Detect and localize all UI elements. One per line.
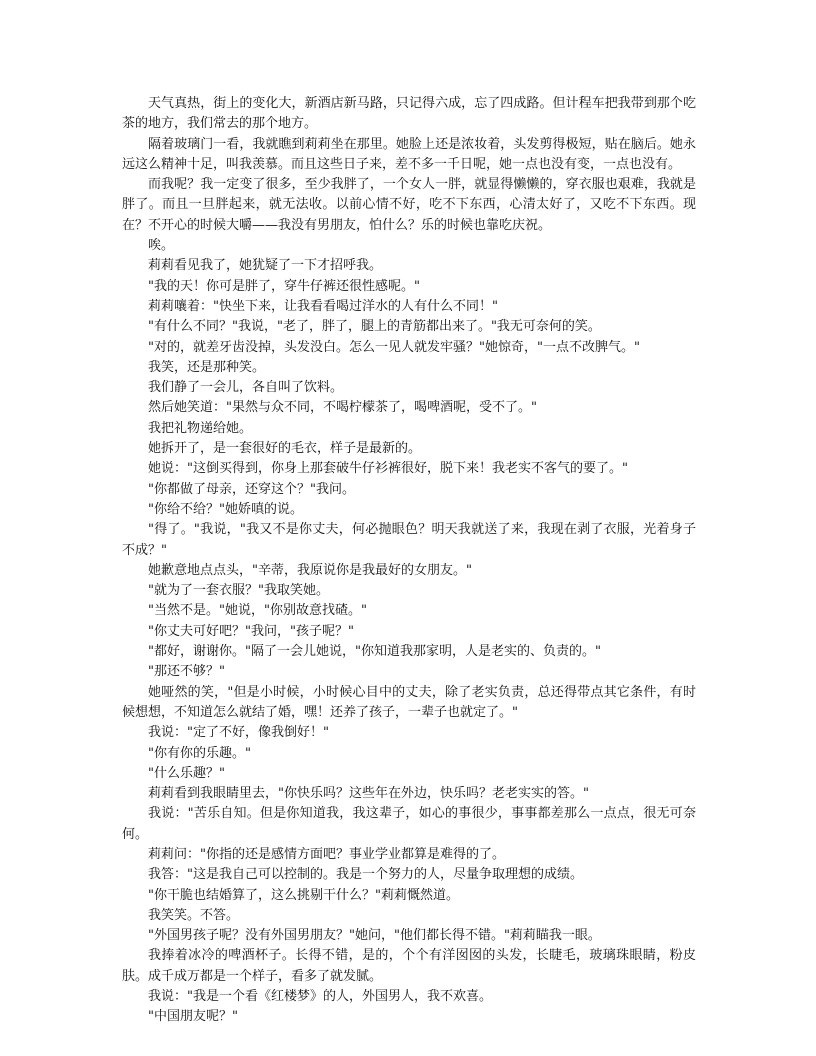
paragraph: "中国朋友呢？" bbox=[148, 1009, 238, 1025]
paragraph: 莉莉嚷着："快坐下来，让我看看喝过洋水的人有什么不同！" bbox=[148, 298, 498, 314]
paragraph: 她哑然的笑，"但是小时候，小时候心目中的丈夫，除了老实负责，总还得带点其它条件，有时候想想，不知道怎么就结了婚，嘿！还养了孩子，一辈子也就定了。" bbox=[122, 684, 696, 720]
paragraph: 天气真热，街上的变化大，新酒店新马路，只记得六成，忘了四成路。但计程车把我带到那个吃茶的地方，我们常去的那个地方。 bbox=[122, 96, 696, 132]
paragraph: "我的天！你可是胖了，穿牛仔裤还很性感呢。" bbox=[148, 278, 420, 294]
paragraph: "都好，谢谢你。"隔了一会儿她说，"你知道我那家明，人是老实的、负责的。" bbox=[148, 644, 601, 660]
paragraph: 她歉意地点点头，"辛蒂，我原说你是我最好的女朋友。" bbox=[148, 562, 472, 578]
paragraph: 我说："定了不好，像我倒好！" bbox=[148, 725, 329, 741]
paragraph: "你都做了母亲，还穿这个？"我问。 bbox=[148, 481, 355, 497]
paragraph: "什么乐趣？" bbox=[148, 765, 225, 781]
paragraph: 我笑，还是那种笑。 bbox=[148, 359, 266, 375]
paragraph: "有什么不同？"我说，"老了，胖了，腿上的青筋都出来了。"我无可奈何的笑。 bbox=[148, 319, 601, 335]
paragraph: 我答："这是我自己可以控制的。我是一个努力的人，尽量争取理想的成绩。 bbox=[148, 867, 583, 883]
paragraph: 我捧着冰冷的啤酒杯子。长得不错，是的，个个有洋囡囡的头发，长睫毛，玻璃珠眼睛，粉皮肤。成千成万都是一个样子，看多了就发腻。 bbox=[122, 948, 696, 984]
paragraph: 莉莉看见我了，她犹疑了一下才招呼我。 bbox=[148, 258, 383, 274]
paragraph: "你干脆也结婚算了，这么挑剔干什么？"莉莉慨然道。 bbox=[148, 887, 459, 903]
document-page bbox=[122, 94, 696, 1028]
paragraph: "当然不是。"她说，"你别故意找碴。" bbox=[148, 603, 367, 619]
paragraph: 隔着玻璃门一看，我就瞧到莉莉坐在那里。她脸上还是浓妆着，头发剪得极短，贴在脑后。她永远这么精神十足，叫我羡慕。而且这些日子来，差不多一千日呢，她一点也没有变，一点也没有。 bbox=[122, 136, 696, 172]
paragraph: 她拆开了，是一套很好的毛衣，样子是最新的。 bbox=[148, 441, 422, 457]
paragraph: 我说："苦乐自知。但是你知道我，我这辈子，如心的事很少，事事都差那么一点点，很无可奈何。 bbox=[122, 806, 696, 842]
paragraph: 而我呢？我一定变了很多，至少我胖了，一个女人一胖，就显得懒懒的，穿衣服也艰难，我就是胖了。而且一旦胖起来，就无法收。以前心情不好，吃不下东西，心清太好了，又吃不下东西。现在？不开心的时候大嚼——我没有男朋友，怕什么？乐的时候也靠吃庆祝。 bbox=[122, 177, 696, 233]
paragraph: 唉。 bbox=[148, 238, 175, 254]
paragraph: 莉莉问："你指的还是感情方面吧？事业学业都算是难得的了。 bbox=[148, 846, 505, 862]
paragraph: "就为了一套衣服？"我取笑她。 bbox=[148, 583, 329, 599]
paragraph: 我说："我是一个看《红楼梦》的人，外国男人，我不欢喜。 bbox=[148, 989, 492, 1005]
paragraph: "得了。"我说，"我又不是你丈夫，何必抛眼色？明天我就送了来，我现在剥了衣服，光着身子不成？" bbox=[122, 522, 696, 558]
paragraph: "那还不够？" bbox=[148, 664, 225, 680]
paragraph: 我们静了一会儿，各自叫了饮料。 bbox=[148, 380, 344, 396]
paragraph: "对的，就差牙齿没掉，头发没白。怎么一见人就发牢骚？"她惊奇，"一点不改脾气。" bbox=[148, 339, 640, 355]
paragraph: "你给不给？"她娇嗔的说。 bbox=[148, 501, 303, 517]
paragraph: "外国男孩子呢？没有外国男朋友？"她问，"他们都长得不错。"莉莉瞄我一眼。 bbox=[148, 928, 601, 944]
paragraph: 然后她笑道："果然与众不同，不喝柠檬茶了，喝啤酒呢，受不了。" bbox=[148, 400, 537, 416]
paragraph: 莉莉看到我眼睛里去，"你快乐吗？这些年在外边，快乐吗？老老实实的答。" bbox=[148, 786, 589, 802]
paragraph: 我把礼物递给她。 bbox=[148, 420, 253, 436]
paragraph: "你有你的乐趣。" bbox=[148, 745, 251, 761]
paragraph: "你丈夫可好吧？"我问，"孩子呢？" bbox=[148, 623, 354, 639]
paragraph: 她说："这倒买得到，你身上那套破牛仔衫裤很好，脱下来！我老实不客气的要了。" bbox=[148, 461, 628, 477]
paragraph: 我笑笑。不答。 bbox=[148, 907, 240, 923]
